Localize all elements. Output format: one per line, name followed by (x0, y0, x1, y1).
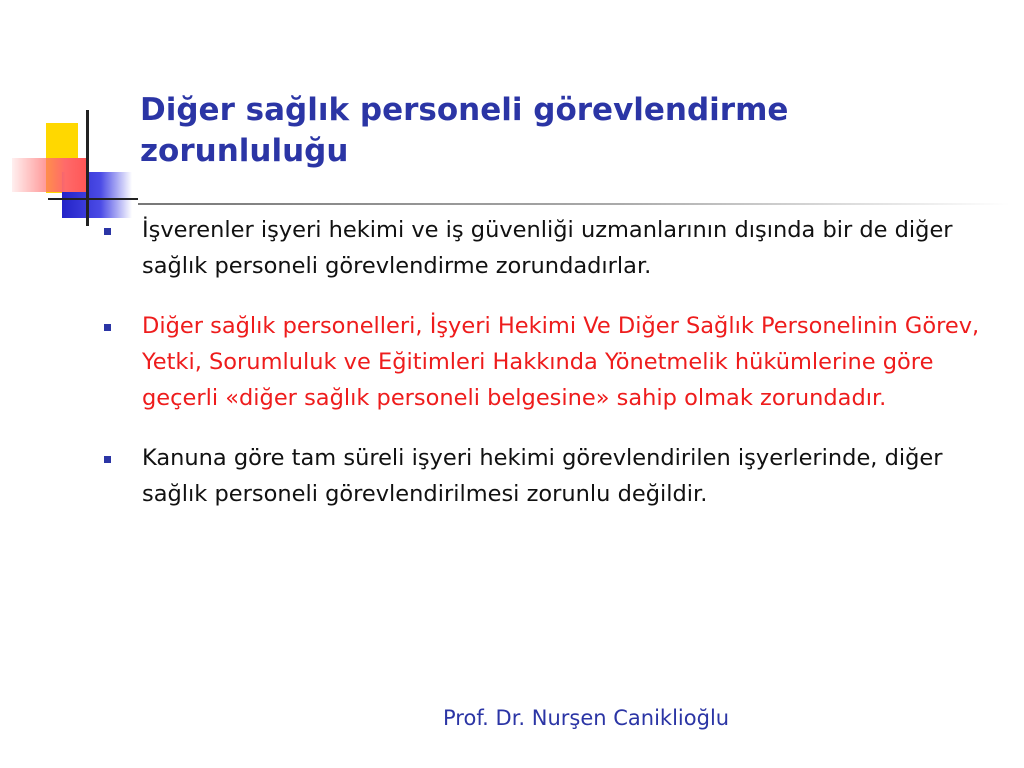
square-bullet-icon (104, 324, 111, 331)
bullet-list (100, 212, 980, 536)
bullet-text: Diğer sağlık personelleri, İşyeri Hekimi Ve Diğer Sağlık Personelinin Görev, Yetki, Sorumluluk ve Eğitimleri Hakkında Yönetmelik hükümlerine göre geçerli «diğer sağlık personeli belgesine» sahip olmak zorundadır. (142, 313, 980, 411)
author-footer: Prof. Dr. Nurşen Caniklioğlu (443, 706, 730, 730)
bullet-text: İşverenler işyeri hekimi ve iş güvenliği uzmanlarının dışında bir de diğer sağlık personeli görevlendirme zorundadırlar. (142, 217, 953, 279)
bullet-item (100, 440, 980, 512)
horizontal-line-decoration (48, 198, 138, 200)
square-bullet-icon (104, 456, 111, 463)
bullet-item (100, 212, 980, 284)
title-divider (138, 203, 1010, 205)
slide-title: Diğer sağlık personeli görevlendirme zorunluluğu (140, 92, 789, 169)
red-square-decoration (12, 158, 88, 192)
bullet-text: Kanuna göre tam süreli işyeri hekimi görevlendirilen işyerlerinde, diğer sağlık personeli görevlendirilmesi zorunlu değildir. (142, 445, 943, 507)
bullet-item-highlighted (100, 308, 980, 416)
vertical-line-decoration (86, 110, 89, 226)
square-bullet-icon (104, 228, 111, 235)
